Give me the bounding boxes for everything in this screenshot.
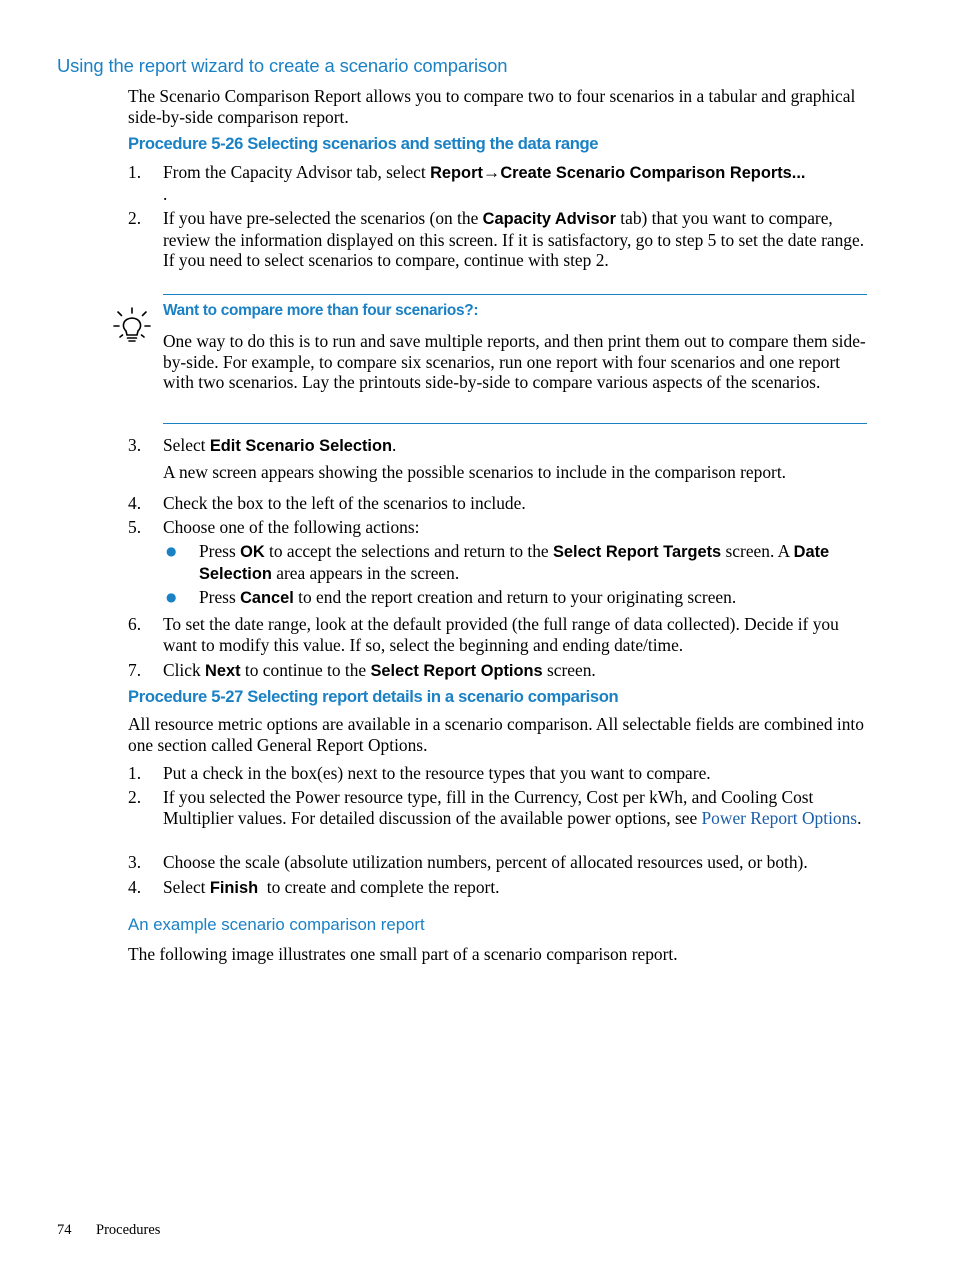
menu-path-report: Report	[430, 164, 483, 182]
bullet-ok: Press OK to accept the selections and return to the Select Report Targets screen. A Date Selection area appears in the screen.	[199, 541, 830, 583]
step-5-text: Choose one of the following actions:	[163, 517, 420, 537]
bullet-cancel: Press Cancel to end the report creation and return to your originating screen.	[199, 587, 737, 607]
ui-term: Cancel	[240, 589, 294, 607]
step-number: 3.	[128, 435, 142, 455]
tip-bottom-rule	[163, 423, 867, 424]
tip-top-rule	[163, 294, 867, 295]
step-3-text: Select Edit Scenario Selection.	[163, 435, 397, 455]
p2-step-1-text: Put a check in the box(es) next to the resource types that you want to compare.	[163, 763, 711, 783]
step-4-text: Check the box to the left of the scenarios to include.	[163, 493, 526, 513]
lightbulb-icon	[113, 307, 151, 347]
tip-title: Want to compare more than four scenarios?:	[163, 302, 479, 319]
step-number: 1.	[128, 763, 142, 783]
p2-step-3-text: Choose the scale (absolute utilization numbers, percent of allocated resources used, or both).	[163, 852, 808, 872]
step-number: 4.	[128, 877, 142, 897]
ui-term: OK	[240, 543, 265, 561]
procedure-title: Procedure 5-26 Selecting scenarios and setting the data range	[128, 134, 599, 153]
ui-term: Edit Scenario Selection	[209, 437, 393, 455]
power-report-options-link[interactable]: Power Report Options	[701, 807, 858, 828]
page-number: 74	[57, 1222, 72, 1238]
menu-path-create-report: Create Scenario Comparison Reports...	[500, 164, 806, 182]
p2-step-4-text: Select Finish to create and complete the report.	[163, 877, 500, 897]
step-number: 2.	[128, 787, 142, 807]
step-number: 4.	[128, 493, 142, 513]
step-number: 6.	[128, 614, 142, 634]
step-number: 2.	[128, 208, 142, 228]
intro-paragraph: The Scenario Comparison Report allows you to compare two to four scenarios in a tabular and graphical side-by-side comparison report.	[128, 86, 856, 127]
footer-chapter: Procedures	[96, 1222, 161, 1238]
bullet-icon: ●	[166, 544, 177, 558]
step-2-text: If you have pre-selected the scenarios (on the Capacity Advisor tab) that you want to compare, review the information displayed on this screen. If it is satisfactory, go to step 5 to set the date range. If you need to select scenarios to compare, continue with step 2.	[163, 208, 865, 271]
ui-term: Select Report Options	[370, 662, 543, 680]
p2-step-2-text: If you selected the Power resource type, fill in the Currency, Cost per kWh, and Cooling Cost Multiplier values. For detailed discussion of the available power options, see Power Report Options.	[163, 787, 862, 828]
example-text: The following image illustrates one small part of a scenario comparison report.	[128, 944, 678, 964]
step-number: 7.	[128, 660, 142, 680]
subsection-title: An example scenario comparison report	[128, 915, 425, 934]
step-7-text: Click Next to continue to the Select Report Options screen.	[163, 660, 596, 680]
step-number: 5.	[128, 517, 142, 537]
step-1-text: From the Capacity Advisor tab, select Report→Create Scenario Comparison Reports... .	[163, 162, 806, 204]
ui-term: Select Report Targets	[552, 543, 722, 561]
arrow-icon: →	[482, 162, 501, 182]
procedure-intro: All resource metric options are available in a scenario comparison. All selectable fields are combined into one section called General Report Options.	[128, 714, 864, 755]
tip-text: One way to do this is to run and save multiple reports, and then print them out to compare them side-by-side. For example, to compare six scenarios, run one report with four scenarios and one report with two scenarios. Lay the printouts side-by-side to compare various aspects of the scenarios.	[163, 331, 866, 393]
section-title: Using the report wizard to create a scenario comparison	[57, 55, 508, 76]
ui-term: Finish	[209, 879, 259, 897]
procedure-title: Procedure 5-27 Selecting report details in a scenario comparison	[128, 687, 619, 706]
ui-term: Capacity Advisor	[482, 210, 616, 228]
step-3-note: A new screen appears showing the possible scenarios to include in the comparison report.	[163, 462, 786, 482]
step-number: 3.	[128, 852, 142, 872]
step-number: 1.	[128, 162, 142, 182]
ui-term: Next	[205, 662, 241, 680]
ui-term: Date Selection	[199, 543, 830, 583]
bullet-icon: ●	[166, 590, 177, 604]
step-6-text: To set the date range, look at the default provided (the full range of data collected). Decide if you want to modify this value. If so, select the beginning and ending date/time.	[163, 614, 839, 655]
